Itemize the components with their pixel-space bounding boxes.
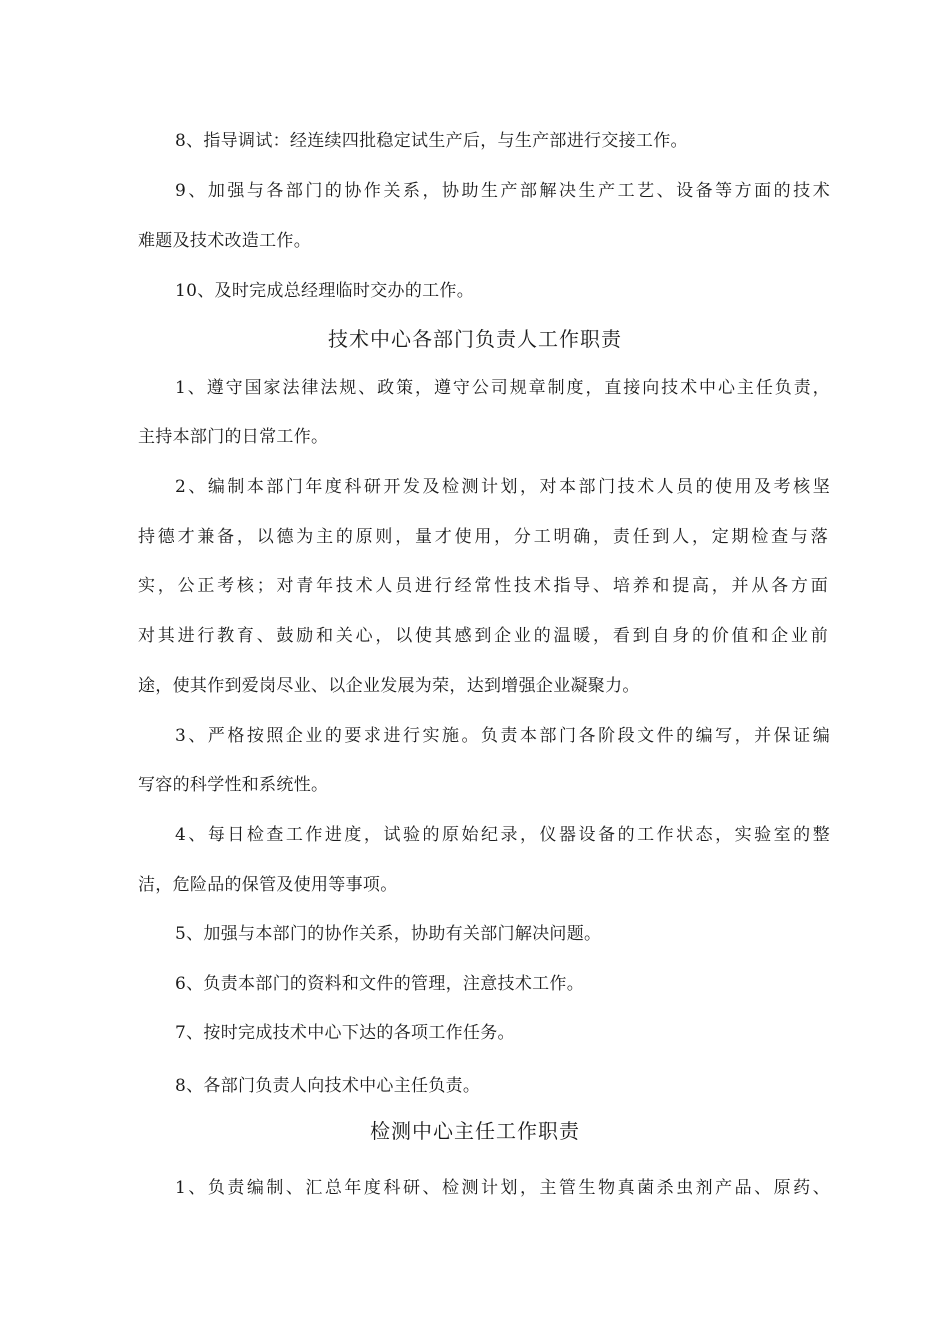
section-title-testing-center-director: 检测中心主任工作职责 xyxy=(370,1119,580,1143)
paragraph-b6: 6、负责本部门的资料和文件的管理，注意技术工作。 xyxy=(175,974,585,994)
paragraph-b1-line1: 1、遵守国家法律法规、政策，遵守公司规章制度，直接向技术中心主任负责， xyxy=(175,378,830,398)
paragraph-b8: 8、各部门负责人向技术中心主任负责。 xyxy=(175,1076,481,1096)
paragraph-b1-line2: 主持本部门的日常工作。 xyxy=(138,427,329,447)
paragraph-a8: 8、指导调试：经连续四批稳定试生产后，与生产部进行交接工作。 xyxy=(175,131,688,151)
paragraph-a10: 10、及时完成总经理临时交办的工作。 xyxy=(175,281,475,301)
paragraph-b2-line2: 持德才兼备，以德为主的原则，量才使用，分工明确，责任到人，定期检查与落 xyxy=(138,527,828,547)
paragraph-b7: 7、按时完成技术中心下达的各项工作任务。 xyxy=(175,1023,515,1043)
paragraph-a9-line2: 难题及技术改造工作。 xyxy=(138,231,311,251)
paragraph-b2-line1: 2、编制本部门年度科研开发及检测计划，对本部门技术人员的使用及考核坚 xyxy=(175,477,830,497)
paragraph-b2-line3: 实，公正考核；对青年技术人员进行经常性技术指导、培养和提高，并从各方面 xyxy=(138,576,828,596)
paragraph-b2-line5: 途，使其作到爱岗尽业、以企业发展为荣，达到增强企业凝聚力。 xyxy=(138,676,640,696)
paragraph-b3-line2: 写容的科学性和系统性。 xyxy=(138,775,329,795)
paragraph-c1-line1: 1、负责编制、汇总年度科研、检测计划，主管生物真菌杀虫剂产品、原药、 xyxy=(175,1178,830,1198)
paragraph-b5: 5、加强与本部门的协作关系，协助有关部门解决问题。 xyxy=(175,924,602,944)
paragraph-b2-line4: 对其进行教育、鼓励和关心，以使其感到企业的温暖，看到自身的价值和企业前 xyxy=(138,626,828,646)
paragraph-a9-line1: 9、加强与各部门的协作关系，协助生产部解决生产工艺、设备等方面的技术 xyxy=(175,181,830,201)
paragraph-b4-line1: 4、每日检查工作进度，试验的原始纪录，仪器设备的工作状态，实验室的整 xyxy=(175,825,830,845)
paragraph-b4-line2: 洁，危险品的保管及使用等事项。 xyxy=(138,875,398,895)
section-title-department-heads: 技术中心各部门负责人工作职责 xyxy=(328,327,622,351)
paragraph-b3-line1: 3、严格按照企业的要求进行实施。负责本部门各阶段文件的编写，并保证编 xyxy=(175,726,830,746)
